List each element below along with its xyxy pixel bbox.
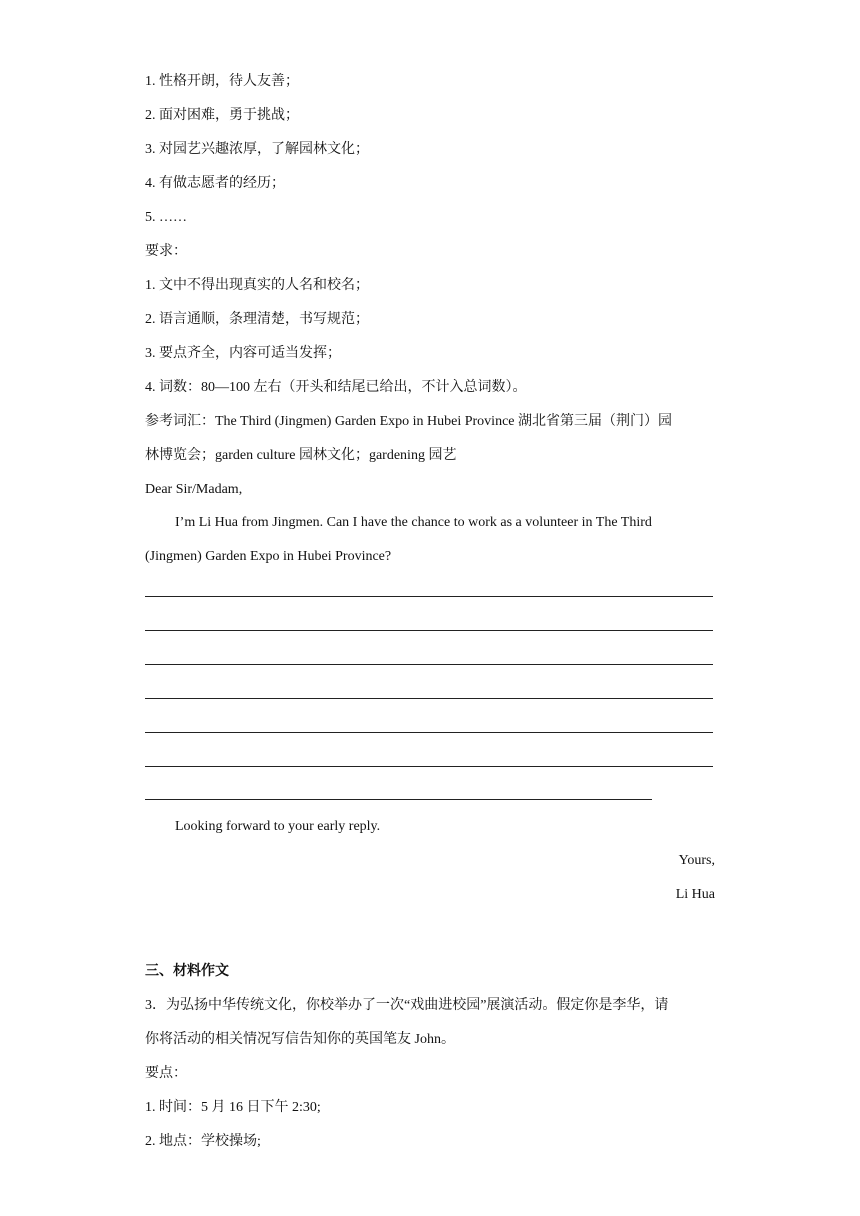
requirement-item: 2. 语言通顺，条理清楚，书写规范；: [145, 312, 369, 327]
answer-line[interactable]: [145, 596, 713, 597]
section-title: 三、材料作文: [145, 964, 229, 979]
answer-line[interactable]: [145, 698, 713, 699]
trait-item: 4. 有做志愿者的经历；: [145, 176, 285, 191]
point-item: 2. 地点：学校操场;: [145, 1134, 261, 1149]
points-heading: 要点：: [145, 1066, 187, 1081]
requirement-item: 3. 要点齐全，内容可适当发挥；: [145, 346, 341, 361]
trait-item: 3. 对园艺兴趣浓厚，了解园林文化；: [145, 142, 369, 157]
letter-body: (Jingmen) Garden Expo in Hubei Province?: [145, 549, 392, 564]
trait-item: 2. 面对困难，勇于挑战；: [145, 108, 299, 123]
answer-line[interactable]: [145, 766, 713, 767]
requirement-item: 1. 文中不得出现真实的人名和校名；: [145, 278, 369, 293]
letter-signoff: Yours,: [678, 853, 715, 868]
answer-line[interactable]: [145, 630, 713, 631]
answer-line[interactable]: [145, 664, 713, 665]
question-text: 3．为弘扬中华传统文化，你校举办了一次“戏曲进校园”展演活动。假定你是李华，请: [145, 998, 669, 1013]
point-item: 1. 时间：5 月 16 日下午 2:30;: [145, 1100, 321, 1115]
requirements-heading: 要求：: [145, 244, 187, 259]
letter-body: I’m Li Hua from Jingmen. Can I have the chance to work as a volunteer in The Third: [175, 515, 652, 530]
requirement-item: 4. 词数：80—100 左右（开头和结尾已给出，不计入总词数）。: [145, 380, 527, 395]
answer-line[interactable]: [145, 799, 652, 800]
letter-closing: Looking forward to your early reply.: [175, 819, 381, 834]
letter-signature: Li Hua: [675, 887, 715, 902]
question-text: 你将活动的相关情况写信告知你的英国笔友 John。: [145, 1032, 455, 1047]
answer-line[interactable]: [145, 732, 713, 733]
vocab-line: 林博览会；garden culture 园林文化；gardening 园艺: [145, 448, 457, 463]
vocab-line: 参考词汇：The Third (Jingmen) Garden Expo in Hubei Province 湖北省第三届（荆门）园: [145, 414, 673, 429]
trait-item: 1. 性格开朗，待人友善；: [145, 74, 299, 89]
letter-greeting: Dear Sir/Madam,: [145, 482, 243, 497]
trait-item: 5. ……: [145, 210, 187, 225]
